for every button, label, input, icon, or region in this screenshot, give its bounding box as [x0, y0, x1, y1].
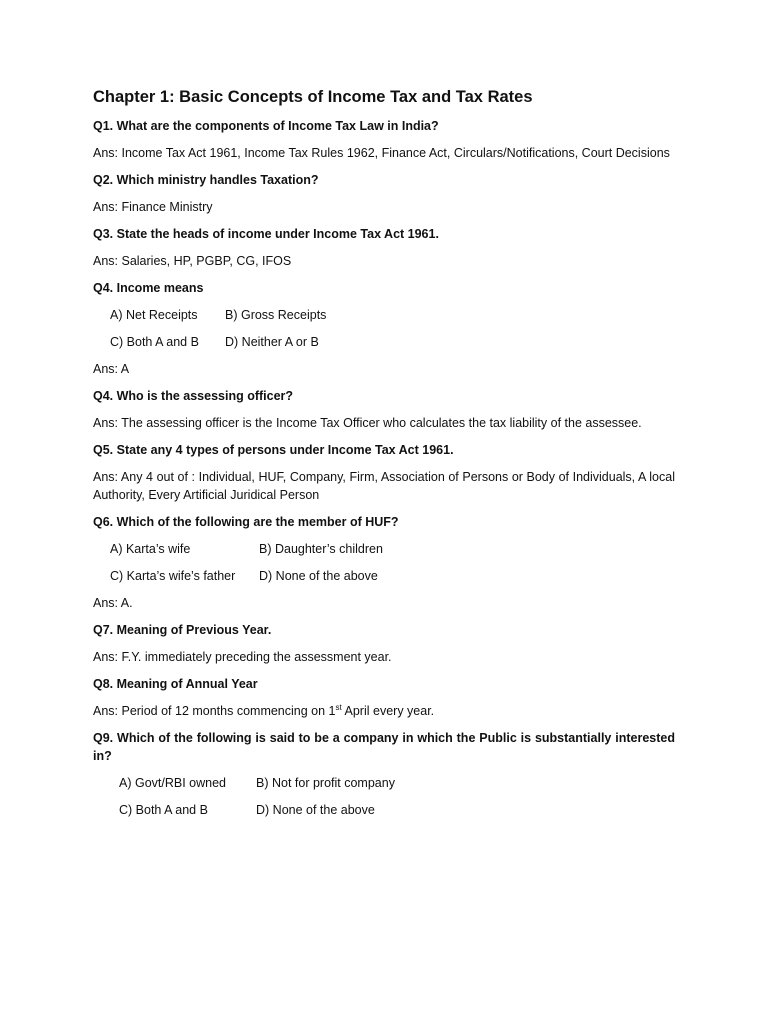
option-a: A) Govt/RBI owned — [119, 776, 226, 790]
option-a: A) Karta’s wife — [110, 542, 191, 556]
option-a: A) Net Receipts — [110, 308, 198, 322]
options-row — [93, 774, 675, 792]
option-c: C) Karta’s wife’s father — [110, 569, 236, 583]
answer-5: Ans: Any 4 out of : Individual, HUF, Company, Firm, Association of Persons or Body of Individuals, A local Authority, Every Artificial Juridical Person — [93, 470, 675, 502]
answer-4b: Ans: The assessing officer is the Income Tax Officer who calculates the tax liability of the assessee. — [93, 416, 642, 430]
question-3: Q3. State the heads of income under Income Tax Act 1961. — [93, 227, 439, 241]
question-9: Q9. Which of the following is said to be a company in which the Public is substantially interested in? — [93, 731, 675, 763]
option-b: B) Not for profit company — [256, 776, 395, 790]
question-4b: Q4. Who is the assessing officer? — [93, 389, 294, 403]
option-c: C) Both A and B — [119, 803, 208, 817]
question-2: Q2. Which ministry handles Taxation? — [93, 173, 319, 187]
answer-3: Ans: Salaries, HP, PGBP, CG, IFOS — [93, 254, 292, 268]
option-c: C) Both A and B — [110, 335, 199, 349]
answer-2: Ans: Finance Ministry — [93, 200, 213, 214]
question-1: Q1. What are the components of Income Tax Law in India? — [93, 119, 439, 133]
options-row — [93, 333, 675, 351]
option-b: B) Gross Receipts — [225, 308, 327, 322]
options-row — [93, 801, 675, 819]
answer-1: Ans: Income Tax Act 1961, Income Tax Rules 1962, Finance Act, Circulars/Notifications, Court Decisions — [93, 146, 670, 160]
options-row — [93, 540, 675, 558]
question-6: Q6. Which of the following are the member of HUF? — [93, 515, 399, 529]
question-8: Q8. Meaning of Annual Year — [93, 677, 258, 691]
answer-8-text: Ans: Period of 12 months commencing on 1 — [93, 704, 336, 718]
option-b: B) Daughter’s children — [259, 542, 383, 556]
answer-4: Ans: A — [93, 362, 130, 376]
options-row — [93, 567, 675, 585]
answer-6: Ans: A. — [93, 596, 133, 610]
options-row — [93, 306, 675, 324]
question-5: Q5. State any 4 types of persons under Income Tax Act 1961. — [93, 443, 454, 457]
page-title: Chapter 1: Basic Concepts of Income Tax and Tax Rates — [93, 88, 533, 106]
option-d: D) Neither A or B — [225, 335, 319, 349]
option-d: D) None of the above — [256, 803, 375, 817]
answer-8 — [93, 702, 675, 720]
question-7: Q7. Meaning of Previous Year. — [93, 623, 272, 637]
answer-8-text-end: April every year. — [341, 704, 435, 718]
option-d: D) None of the above — [259, 569, 378, 583]
document-page — [93, 86, 675, 828]
question-4: Q4. Income means — [93, 281, 204, 295]
answer-7: Ans: F.Y. immediately preceding the assessment year. — [93, 650, 392, 664]
ordinal-suffix: st — [335, 702, 342, 712]
